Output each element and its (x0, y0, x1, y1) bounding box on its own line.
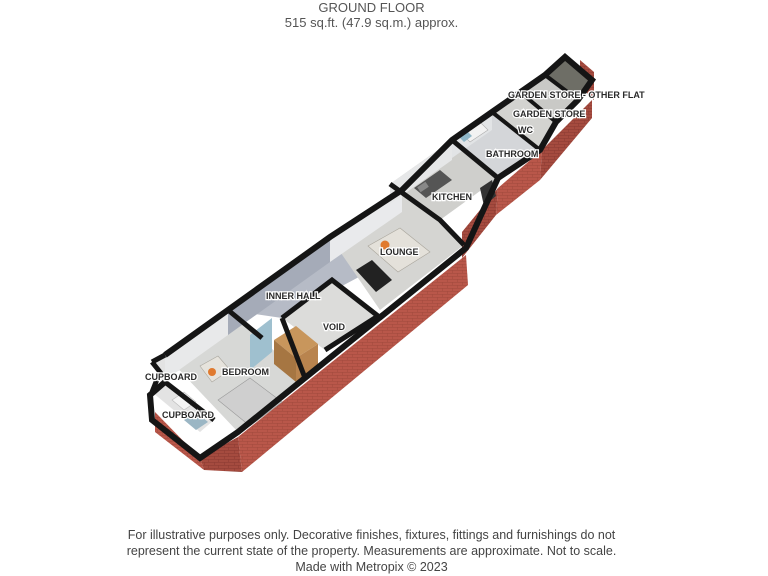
label-cupboard-upper: CUPBOARD (145, 372, 198, 382)
label-garden-store-other-flat: GARDEN STORE - OTHER FLAT (508, 90, 645, 100)
label-inner-hall: INNER HALL (266, 291, 321, 301)
disclaimer-line-2: represent the current state of the property. Measurements are approximate. Not to scale. (126, 544, 617, 558)
label-kitchen: KITCHEN (432, 192, 472, 202)
label-void: VOID (323, 322, 346, 332)
disclaimer (0, 527, 743, 575)
copyright-line: Made with Metropix © 2023 (295, 560, 448, 574)
disclaimer-line-1: For illustrative purposes only. Decorative finishes, fixtures, fittings and furnishings do not (127, 528, 616, 542)
label-bedroom: BEDROOM (222, 367, 269, 377)
label-wc: WC (518, 125, 533, 135)
label-garden-store: GARDEN STORE (513, 109, 586, 119)
floor-name: GROUND FLOOR (318, 0, 425, 15)
label-bathroom: BATHROOM (486, 149, 539, 159)
label-cupboard-lower: CUPBOARD (162, 410, 215, 420)
label-lounge: LOUNGE (380, 247, 419, 257)
floor-area: 515 sq.ft. (47.9 sq.m.) approx. (284, 15, 459, 30)
